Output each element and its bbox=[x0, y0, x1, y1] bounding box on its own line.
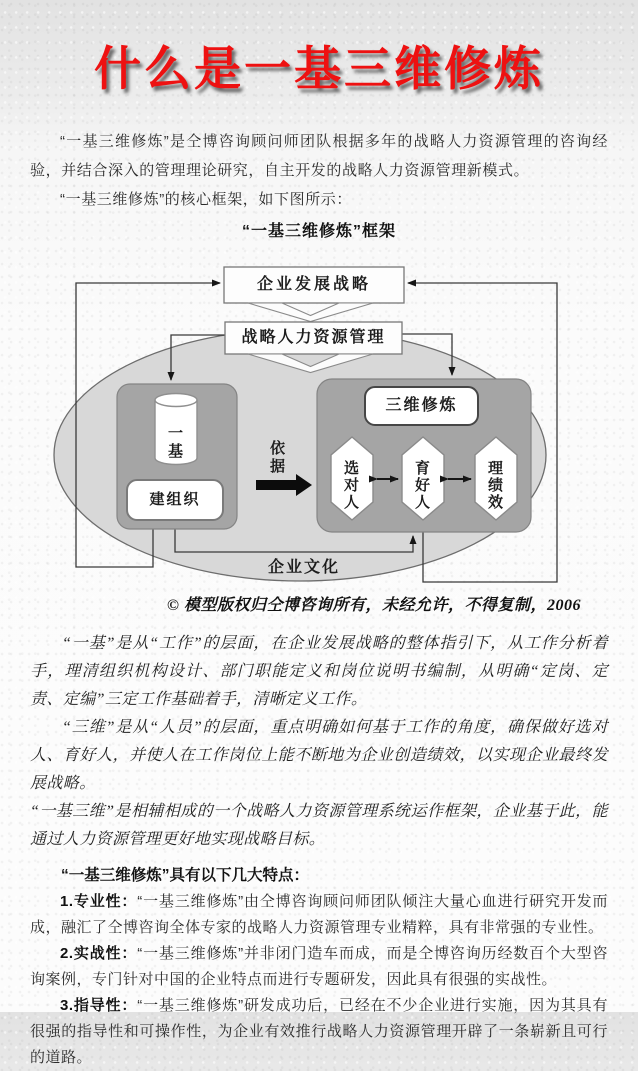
figure-title: “一基三维修炼”框架 bbox=[241, 223, 396, 240]
yiji-cylinder-top bbox=[155, 394, 197, 407]
explanation-section bbox=[30, 630, 608, 854]
figure-copyright: © 模型版权归仝博咨询所有，未经允许，不得复制，2006 bbox=[167, 597, 581, 614]
framework-diagram bbox=[0, 249, 638, 621]
hex-performance-label: 理绩效 bbox=[486, 459, 503, 511]
culture-label: 企业文化 bbox=[267, 559, 340, 576]
page-title: 什么是一基三维修炼 bbox=[94, 42, 544, 95]
paragraph-sanwei: “三维”是从“人员”的层面，重点明确如何基于工作的角度，确保做好选对人、育好人，并使人在工作岗位上能不断地为企业创造绩效，以实现企业最终发展战略。 bbox=[30, 719, 608, 792]
jianzuzhi-label: 建组织 bbox=[149, 491, 201, 508]
feature-item-professional bbox=[30, 889, 608, 941]
shrm-label: 战略人力资源管理 bbox=[241, 329, 386, 346]
paragraph-combined: “一基三维”是相辅相成的一个战略人力资源管理系统运作框架，企业基于此，能通过人力资源管理更好地实现战略目标。 bbox=[30, 803, 608, 848]
strategy-label: 企业发展战略 bbox=[256, 276, 371, 293]
yiji-label: 一基 bbox=[166, 425, 183, 461]
paragraph-yiji: “一基”是从“工作”的层面，在企业发展战略的整体指引下，从工作分析着手，理清组织机构设计、部门职能定义和岗位说明书编制，从明确“定岗、定责、定编”三定工作基础着手，清晰定义工作。 bbox=[30, 635, 608, 708]
intro-paragraph-1: “一基三维修炼”是仝博咨询顾问师团队根据多年的战略人力资源管理的咨询经验，并结合深入的管理理论研究，自主开发的战略人力资源管理新模式。 bbox=[30, 133, 608, 179]
feature-item-practical bbox=[30, 941, 608, 993]
feature-label-practical: 2.实战性： bbox=[60, 945, 138, 962]
masthead bbox=[0, 0, 638, 100]
intro-section bbox=[30, 127, 608, 214]
hex-select-label: 选对人 bbox=[342, 459, 359, 511]
feature-item-guiding bbox=[30, 993, 608, 1071]
feature-text-professional: “一基三维修炼”由仝博咨询顾问师团队倾注大量心血进行研究开发而成，融汇了仝博咨询全体专家的战略人力资源管理专业精粹，具有非常强的专业性。 bbox=[30, 893, 609, 936]
feature-text-practical: “一基三维修炼”并非闭门造车而成，而是仝博咨询历经数百个大型咨询案例，专门针对中国的企业特点而进行专题研发，因此具有很强的实战性。 bbox=[30, 945, 609, 988]
intro-paragraph-2: “一基三维修炼”的核心框架，如下图所示： bbox=[60, 191, 352, 208]
article-body bbox=[0, 127, 638, 244]
feature-text-guiding: “一基三维修炼”研发成功后，已经在不少企业进行实施，因为其具有很强的指导性和可操作性，为企业有效推行战略人力资源管理开辟了一条崭新且可行的道路。 bbox=[30, 997, 609, 1066]
down-chevron-1 bbox=[248, 303, 373, 322]
feature-label-guiding: 3.指导性： bbox=[60, 997, 138, 1014]
features-section bbox=[30, 862, 608, 1071]
article-lower bbox=[0, 630, 638, 1071]
features-heading: “一基三维修炼”具有以下几大特点： bbox=[61, 867, 310, 884]
hex-develop-label: 育好人 bbox=[413, 459, 430, 511]
basis-label: 依据 bbox=[268, 440, 285, 476]
sanwei-label: 三维修炼 bbox=[385, 397, 458, 414]
feature-label-professional: 1.专业性： bbox=[60, 893, 138, 910]
